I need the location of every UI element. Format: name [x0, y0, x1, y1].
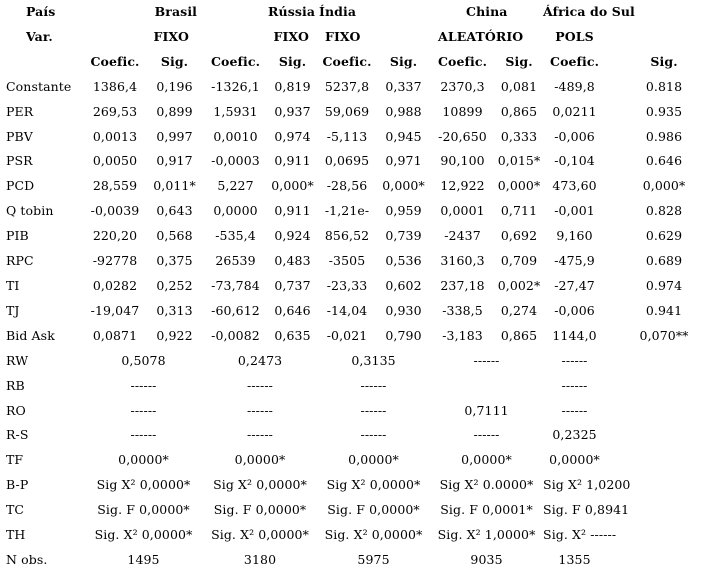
test-cell: Sig X² 0.0000*: [439, 477, 534, 493]
sig-cell: 0,709: [500, 253, 538, 269]
sig-cell: 0,000*: [271, 178, 314, 194]
sig-cell: 0,790: [385, 327, 422, 343]
sig-cell: 0,000*: [497, 178, 541, 194]
coef-cell: 0,0211: [552, 103, 597, 119]
sig-cell: 0,483: [274, 253, 311, 269]
coef-cell: -27,47: [554, 277, 595, 293]
test-cell: 3180: [243, 551, 277, 567]
coef-cell: 59,069: [324, 103, 370, 119]
sig-cell: 0,911: [274, 153, 311, 169]
model-india: FIXO: [325, 28, 361, 44]
country-africa-do-sul: África do Sul: [543, 4, 635, 19]
sig-cell: 0,000*: [642, 178, 686, 194]
coef-cell: -535,4: [215, 228, 256, 244]
sig-cell: 0,000*: [382, 178, 425, 194]
test-cell: Sig. X² 0,0000*: [324, 527, 423, 543]
test-cell: 1355: [558, 551, 591, 567]
test-cell: Sig X² 0,0000*: [213, 477, 307, 493]
coef-cell: -0,006: [554, 128, 595, 144]
coef-cell: -2437: [444, 228, 481, 244]
coef-cell: -3505: [328, 253, 366, 269]
coef-cell: 9,160: [556, 228, 593, 244]
coef-cell: -92778: [92, 253, 138, 269]
coef-cell: -338,5: [442, 302, 483, 318]
test-cell: Sig X² 0,0000*: [96, 477, 191, 493]
test-row: [0, 448, 722, 473]
coef-cell: -1,21e-: [324, 203, 370, 219]
sig-cell: 0,819: [274, 78, 311, 94]
test-cell: 0,0000*: [118, 452, 169, 468]
coef-cell: 26539: [215, 253, 256, 269]
coef-cell: -14,04: [326, 302, 368, 318]
sig-cell: 0.986: [645, 128, 683, 144]
sig-cell: 0.689: [645, 253, 683, 269]
sig-cell: 0,739: [385, 228, 422, 244]
test-name: RW: [6, 352, 29, 368]
sig-cell: 0,568: [156, 228, 193, 244]
variable-name: Constante: [6, 78, 72, 94]
sig-cell: 0,922: [156, 327, 193, 343]
variable-name: PSR: [6, 153, 33, 169]
test-name: RO: [6, 402, 26, 418]
test-cell: ------: [360, 427, 387, 443]
table-row: [0, 75, 722, 100]
coef-cell: 0,0050: [92, 153, 138, 169]
coef-cell: -1326,1: [211, 78, 260, 94]
test-cell: Sig. F 0,8941: [543, 502, 630, 518]
coef-cell: 12,922: [440, 178, 485, 194]
country-india: Índia: [319, 4, 357, 19]
test-cell: 0,0000*: [549, 452, 600, 468]
test-cell: 0,2325: [552, 427, 597, 443]
model-russia: FIXO: [273, 28, 310, 44]
sig-cell: 0.941: [645, 302, 683, 318]
variable-name: Q tobin: [6, 203, 54, 219]
sig-cell: 0,602: [385, 277, 422, 293]
test-cell: 5975: [357, 551, 390, 567]
test-cell: 0,3135: [351, 352, 396, 368]
coef-cell: -0,006: [554, 302, 595, 318]
test-name: TH: [6, 527, 26, 543]
test-name: R-S: [6, 427, 29, 443]
model-china: ALEATÓRIO: [438, 28, 524, 44]
coef-cell: -0,001: [554, 203, 595, 219]
coef-cell: 1,5931: [213, 103, 258, 119]
test-row: [0, 399, 722, 424]
sig-cell: 0,643: [156, 203, 193, 219]
test-cell: Sig. F 0,0000*: [213, 502, 307, 518]
pais-label: País: [26, 4, 56, 19]
test-cell: ------: [130, 427, 157, 443]
country-brasil: Brasil: [154, 4, 198, 19]
test-cell: 0,0000*: [348, 452, 399, 468]
coef-cell: -20,650: [438, 128, 487, 144]
coef-cell: 0,0010: [213, 128, 258, 144]
coef-cell: -5,113: [326, 128, 368, 144]
coef-cell: 237,18: [440, 277, 485, 293]
test-cell: 0,2473: [237, 352, 283, 368]
sig-cell: 0,917: [156, 153, 193, 169]
table-row: [0, 174, 722, 199]
variable-name: TI: [6, 277, 20, 293]
coef-cell: 10899: [442, 103, 483, 119]
coef-cell: 220,20: [92, 228, 138, 244]
test-cell: Sig. X² ------: [543, 527, 617, 543]
test-cell: ------: [473, 352, 500, 368]
variable-name: Bid Ask: [6, 327, 55, 343]
table-row: [0, 299, 722, 324]
country-russia: Rússia: [268, 4, 316, 19]
coef-cell: 856,52: [324, 228, 370, 244]
coef-cell: 90,100: [440, 153, 485, 169]
coef-cell: 0,0000: [213, 203, 258, 219]
col-label: Coefic.: [211, 53, 261, 69]
test-cell: ------: [561, 377, 588, 393]
test-cell: ------: [561, 352, 588, 368]
coef-cell: 1144,0: [552, 327, 597, 343]
sig-cell: 0,997: [156, 128, 193, 144]
test-cell: 0,5078: [121, 352, 166, 368]
test-row: [0, 423, 722, 448]
coef-cell: -0,021: [326, 327, 368, 343]
country-header-row: [0, 0, 722, 25]
variable-name: PER: [6, 103, 34, 119]
coef-cell: -0,0082: [211, 327, 260, 343]
col-label: Coefic.: [550, 53, 600, 69]
coefficients-body: [0, 75, 722, 349]
coef-cell: -3,183: [442, 327, 483, 343]
test-cell: ------: [247, 402, 273, 418]
test-row: [0, 374, 722, 399]
var-label: Var.: [26, 28, 53, 44]
test-name: N obs.: [6, 551, 48, 567]
country-china: China: [466, 4, 508, 19]
sig-cell: 0,313: [156, 302, 193, 318]
variable-name: PBV: [6, 128, 33, 144]
sig-cell: 0.629: [645, 228, 683, 244]
model-header-row: [0, 25, 722, 50]
sig-cell: 0,536: [385, 253, 422, 269]
sig-cell: 0,011*: [153, 178, 196, 194]
test-cell: ------: [360, 377, 387, 393]
coef-cell: -28,56: [326, 178, 368, 194]
table-row: [0, 100, 722, 125]
sig-cell: 0,333: [500, 128, 538, 144]
coef-cell: -0,0039: [90, 203, 140, 219]
test-row: [0, 523, 722, 548]
sig-cell: 0,015*: [497, 153, 541, 169]
sig-cell: 0.818: [645, 78, 683, 94]
test-row: [0, 349, 722, 374]
table-row: [0, 249, 722, 274]
col-label: Coefic.: [438, 53, 488, 69]
test-name: RB: [6, 377, 25, 393]
test-name: B-P: [6, 477, 29, 493]
sig-cell: 0,375: [156, 253, 193, 269]
coef-cell: 0,0282: [92, 277, 138, 293]
col-label: Sig.: [160, 53, 189, 69]
sig-cell: 0,924: [274, 228, 311, 244]
coef-cell: -475,9: [554, 253, 595, 269]
sig-cell: 0,635: [274, 327, 311, 343]
table-row: [0, 199, 722, 224]
sig-cell: 0,737: [274, 277, 311, 293]
test-cell: ------: [247, 427, 273, 443]
table-row: [0, 125, 722, 150]
coef-cell: -23,33: [326, 277, 368, 293]
sig-cell: 0,899: [156, 103, 193, 119]
coef-cell: -0,0003: [211, 153, 260, 169]
column-label-empty: [0, 50, 84, 75]
sig-cell: 0.828: [645, 203, 683, 219]
coef-cell: 0,0871: [92, 327, 138, 343]
sig-cell: 0,974: [274, 128, 311, 144]
sig-cell: 0,711: [500, 203, 538, 219]
tests-body: [0, 349, 722, 573]
test-name: TC: [6, 502, 25, 518]
col-label: Sig.: [505, 53, 533, 69]
sig-cell: 0,196: [156, 78, 193, 94]
test-cell: Sig X² 1,0200: [543, 477, 631, 493]
variable-name: RPC: [6, 253, 34, 269]
test-cell: 0,7111: [464, 402, 509, 418]
coef-cell: 473,60: [552, 178, 597, 194]
sig-cell: 0.935: [645, 103, 683, 119]
variable-name: PCD: [6, 178, 35, 194]
test-cell: Sig. X² 0,0000*: [94, 527, 193, 543]
sig-cell: 0,070**: [639, 327, 689, 343]
variable-name: PIB: [6, 228, 29, 244]
test-row: [0, 473, 722, 498]
sig-cell: 0,988: [385, 103, 422, 119]
test-cell: Sig. F 0,0000*: [327, 502, 420, 518]
coef-cell: 0,0001: [440, 203, 485, 219]
test-cell: 0,0000*: [461, 452, 512, 468]
sig-cell: 0,865: [500, 327, 538, 343]
coef-cell: 269,53: [92, 103, 138, 119]
coef-cell: 5237,8: [324, 78, 370, 94]
sig-cell: 0,274: [500, 302, 538, 318]
coef-cell: 0,0695: [324, 153, 370, 169]
coef-cell: 5,227: [217, 178, 254, 194]
coef-cell: -60,612: [211, 302, 260, 318]
col-label: Sig.: [650, 53, 678, 69]
test-row: [0, 498, 722, 523]
coef-cell: -489,8: [554, 78, 595, 94]
test-cell: Sig. F 0,0001*: [440, 502, 533, 518]
test-cell: Sig. X² 0,0000*: [211, 527, 309, 543]
test-cell: ------: [360, 402, 387, 418]
col-label: Coefic.: [322, 53, 372, 69]
coef-cell: 2370,3: [440, 78, 485, 94]
coef-cell: -0,104: [554, 153, 595, 169]
sig-cell: 0,081: [500, 78, 538, 94]
coef-cell: 28,559: [92, 178, 138, 194]
coef-cell: 3160,3: [440, 253, 485, 269]
col-label: Sig.: [278, 53, 307, 69]
test-cell: ------: [130, 377, 157, 393]
test-name: TF: [6, 452, 24, 468]
test-cell: ------: [130, 402, 157, 418]
sig-cell: 0,646: [274, 302, 311, 318]
sig-cell: 0,002*: [497, 277, 541, 293]
test-cell: ------: [473, 427, 500, 443]
table-row: [0, 149, 722, 174]
column-label-row: [0, 50, 722, 75]
sig-cell: 0,252: [156, 277, 193, 293]
sig-cell: 0,692: [500, 228, 538, 244]
sig-cell: 0,971: [385, 153, 422, 169]
coef-cell: -73,784: [211, 277, 260, 293]
table-row: [0, 224, 722, 249]
test-cell: Sig. F 0,0000*: [97, 502, 190, 518]
sig-cell: 0,945: [385, 128, 422, 144]
sig-cell: 0.646: [645, 153, 683, 169]
sig-cell: 0,937: [274, 103, 311, 119]
coef-cell: -19,047: [90, 302, 140, 318]
test-cell: Sig. X² 1,0000*: [437, 527, 536, 543]
test-cell: 0,0000*: [234, 452, 286, 468]
test-cell: 9035: [470, 551, 503, 567]
sig-cell: 0,959: [385, 203, 422, 219]
coef-cell: 0,0013: [92, 128, 138, 144]
sig-cell: 0,911: [274, 203, 311, 219]
test-cell: [430, 374, 543, 399]
table-row: [0, 324, 722, 349]
model-brasil: FIXO: [153, 28, 190, 44]
col-label: Coefic.: [90, 53, 140, 69]
test-cell: ------: [561, 402, 588, 418]
table-row: [0, 274, 722, 299]
col-label: Sig.: [389, 53, 418, 69]
sig-cell: 0,865: [500, 103, 538, 119]
test-row: [0, 548, 722, 573]
model-africa-do-sul: POLS: [555, 28, 594, 44]
test-cell: Sig X² 0,0000*: [326, 477, 421, 493]
variable-name: TJ: [6, 302, 20, 318]
sig-cell: 0,337: [385, 78, 422, 94]
test-cell: 1495: [127, 551, 160, 567]
coef-cell: 1386,4: [92, 78, 138, 94]
test-cell: ------: [247, 377, 273, 393]
sig-cell: 0.974: [645, 277, 683, 293]
sig-cell: 0,930: [385, 302, 422, 318]
